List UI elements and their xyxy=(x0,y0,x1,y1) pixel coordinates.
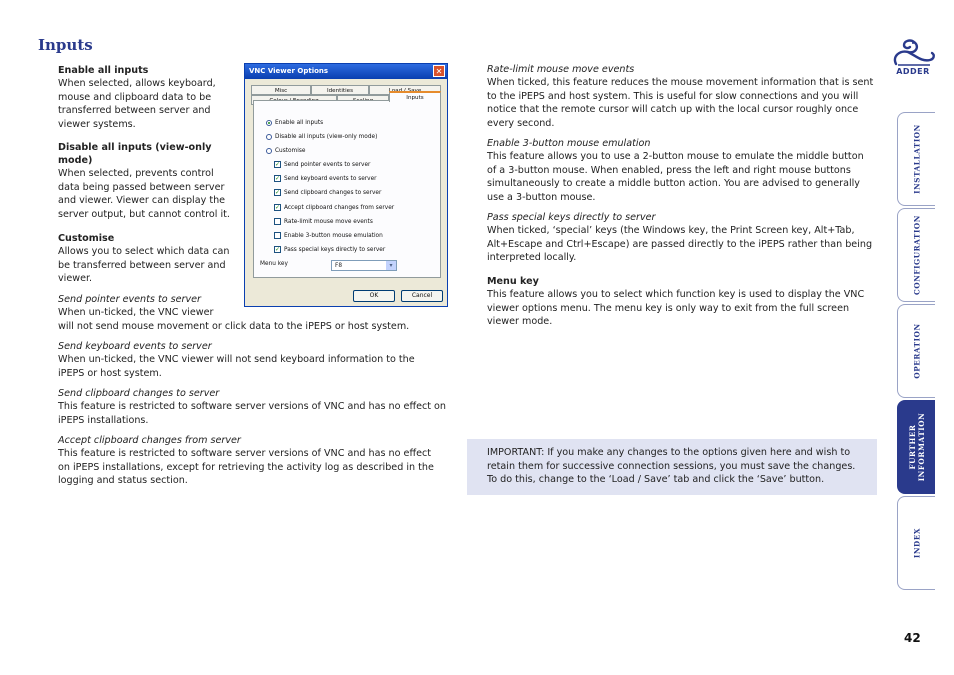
section-heading: Disable all inputs (view-only xyxy=(58,142,212,153)
inputs-panel xyxy=(253,100,441,278)
cancel-button[interactable]: Cancel xyxy=(401,290,443,302)
disable-all-section xyxy=(58,141,243,221)
send-keyboard-section xyxy=(58,340,458,380)
checkmark-icon: ✓ xyxy=(275,161,281,168)
checkmark-icon: ✓ xyxy=(275,189,281,196)
option-label: Enable 3-button mouse emulation xyxy=(284,233,383,239)
accept-clipboard-section xyxy=(58,434,458,488)
section-heading: Pass special keys directly to server xyxy=(487,212,656,223)
rate-limit-checkbox[interactable] xyxy=(274,218,373,227)
text-line: This feature allows you to select which function key is used to display the VNC xyxy=(487,289,865,300)
sidebar-tab-configuration[interactable] xyxy=(897,208,935,302)
sidebar-tab-index[interactable] xyxy=(897,496,935,590)
text-line: server output, but cannot control it. xyxy=(58,208,230,220)
text-line: When selected, allows keyboard, xyxy=(58,78,216,89)
text-line: transferred between server and xyxy=(58,105,211,117)
send-keyboard-checkbox[interactable] xyxy=(274,175,377,184)
text-line: This feature allows you to use a 2-button mouse to emulate the middle button xyxy=(487,151,864,162)
serpent-logo-icon xyxy=(890,38,936,68)
checkmark-icon: ✓ xyxy=(275,175,281,182)
enable-all-section xyxy=(58,64,243,131)
text-line: viewer mode. xyxy=(487,316,553,328)
option-label: Rate-limit mouse move events xyxy=(284,219,373,225)
section-heading: Customise xyxy=(58,233,115,244)
sidebar-tab-label: OPERATION xyxy=(912,323,921,379)
radio-icon xyxy=(266,134,272,140)
text-line: data being passed between server xyxy=(58,181,225,193)
ok-button[interactable]: OK xyxy=(353,290,395,302)
sidebar-tab-further-information[interactable] xyxy=(897,400,935,494)
text-line: IMPORTANT: If you make any changes to the options given here and wish to xyxy=(487,447,851,458)
disable-all-radio[interactable] xyxy=(266,133,377,142)
chevron-down-icon[interactable]: ▾ xyxy=(386,261,396,270)
text-line: Allows you to select which data can xyxy=(58,246,230,257)
text-line: To do this, change to the ‘Load / Save’ tab and click the ‘Save’ button. xyxy=(487,474,825,486)
text-line: logging and status section. xyxy=(58,475,188,487)
text-line: every second. xyxy=(487,117,555,129)
radio-icon xyxy=(266,148,272,154)
text-line: When selected, prevents control xyxy=(58,168,214,179)
important-note xyxy=(467,439,877,495)
three-button-checkbox[interactable] xyxy=(274,232,383,241)
option-label: Pass special keys directly to server xyxy=(284,247,386,253)
text-line: viewer options menu. The menu key is only way to exit from the full screen xyxy=(487,302,850,314)
menu-key-label: Menu key xyxy=(260,261,288,267)
text-line: When ticked, this feature reduces the mouse movement information that is sent xyxy=(487,77,874,88)
option-label: Enable all inputs xyxy=(275,120,324,126)
menu-key-value: F8 xyxy=(335,263,343,269)
section-heading: Send clipboard changes to server xyxy=(58,388,220,399)
text-line: and viewer. Viewer can display the xyxy=(58,195,226,207)
text-line: on iPEPS installations, except for retrieving the activity log as described in the xyxy=(58,461,434,473)
send-clipboard-checkbox[interactable] xyxy=(274,189,381,198)
accept-clipboard-checkbox[interactable] xyxy=(274,204,394,213)
checkmark-icon: ✓ xyxy=(275,204,281,211)
customise-radio[interactable] xyxy=(266,147,305,156)
section-heading: Accept clipboard changes from server xyxy=(58,435,241,446)
logo-wordmark: ADDER xyxy=(896,67,930,76)
dialog-title: VNC Viewer Options xyxy=(249,67,329,75)
page-number: 42 xyxy=(904,631,921,645)
text-line: use a 3-button mouse. xyxy=(487,191,596,203)
section-heading: Menu key xyxy=(487,276,539,287)
three-button-section xyxy=(487,137,887,204)
section-heading: Enable 3-button mouse emulation xyxy=(487,138,651,149)
text-line: This feature is restricted to software server versions of VNC and has no effect xyxy=(58,448,432,459)
close-icon[interactable]: ✕ xyxy=(433,65,445,77)
text-line: viewer systems. xyxy=(58,118,136,130)
option-label: Send keyboard events to server xyxy=(284,176,377,182)
text-line: When un-ticked, the VNC viewer will not send keyboard information to the xyxy=(58,354,415,365)
text-line: Alt+Escape and Ctrl+Escape) are passed directly to the iPEPS rather than being xyxy=(487,238,873,250)
customise-section xyxy=(58,232,243,286)
rate-limit-section xyxy=(487,63,887,130)
text-line: be transferred between server and xyxy=(58,259,226,271)
checkmark-icon: ✓ xyxy=(275,246,281,253)
special-keys-section xyxy=(487,211,887,265)
enable-all-radio[interactable] xyxy=(266,119,323,128)
menu-key-select[interactable] xyxy=(331,260,397,271)
sidebar-tab-label: INDEX xyxy=(912,527,921,559)
text-line: will not send mouse movement or click data to the iPEPS or host system. xyxy=(58,320,410,332)
option-label: Send clipboard changes to server xyxy=(284,190,382,196)
section-heading: Send keyboard events to server xyxy=(58,341,212,352)
sidebar-tab-installation[interactable] xyxy=(897,112,935,206)
text-line: iPEPS or host system. xyxy=(58,367,162,379)
tab-inputs[interactable]: Inputs xyxy=(389,91,441,102)
sidebar-tab-operation[interactable] xyxy=(897,304,935,398)
option-label: Accept clipboard changes from server xyxy=(284,205,395,211)
text-line: interpreted locally. xyxy=(487,252,577,264)
menu-key-section xyxy=(487,275,887,329)
checkbox-icon xyxy=(274,218,281,225)
section-heading: mode) xyxy=(58,155,93,166)
sidebar-tab-label: FURTHER INFORMATION xyxy=(907,412,926,482)
text-line: iPEPS installations. xyxy=(58,414,149,426)
text-line: to the iPEPS and host system. This is useful for slow connections and you will xyxy=(487,90,859,102)
text-line: When ticked, ‘special’ keys (the Windows key, the Print Screen key, Alt+Tab, xyxy=(487,225,855,236)
text-line: mouse and clipboard data to be xyxy=(58,91,212,103)
adder-logo xyxy=(890,38,936,78)
section-heading: Send pointer events to server xyxy=(58,294,201,305)
send-clipboard-section xyxy=(58,387,458,427)
radio-selected-icon xyxy=(266,120,272,126)
sidebar-tab-label: CONFIGURATION xyxy=(912,215,921,295)
text-line: notice that the remote cursor will catch up with the local cursor roughly once xyxy=(487,104,859,116)
option-label: Disable all inputs (view-only mode) xyxy=(275,134,378,140)
option-label: Send pointer events to server xyxy=(284,162,371,168)
text-line: simultaneously to create a middle button action. You are advised to generally xyxy=(487,178,860,190)
sidebar-tab-label: INSTALLATION xyxy=(912,124,921,194)
text-line: of a 3-button mouse. When enabled, press the left and right mouse buttons xyxy=(487,164,851,176)
dialog-titlebar xyxy=(245,64,447,79)
text-line: retain them for successive connection sessions, you must save the changes. xyxy=(487,460,856,472)
special-keys-checkbox[interactable] xyxy=(274,246,385,255)
section-heading: Enable all inputs xyxy=(58,65,149,76)
tab-identities[interactable]: Identities xyxy=(311,85,369,95)
vnc-options-dialog xyxy=(244,63,448,307)
page-title: Inputs xyxy=(38,36,93,54)
checkbox-icon xyxy=(274,232,281,239)
text-line: When un-ticked, the VNC viewer xyxy=(58,307,214,318)
send-pointer-checkbox[interactable] xyxy=(274,161,370,170)
tab-misc[interactable]: Misc xyxy=(251,85,311,95)
text-line: viewer. xyxy=(58,273,93,285)
section-heading: Rate-limit mouse move events xyxy=(487,64,635,75)
option-label: Customise xyxy=(275,148,306,154)
text-line: This feature is restricted to software server versions of VNC and has no effect on xyxy=(58,401,447,412)
